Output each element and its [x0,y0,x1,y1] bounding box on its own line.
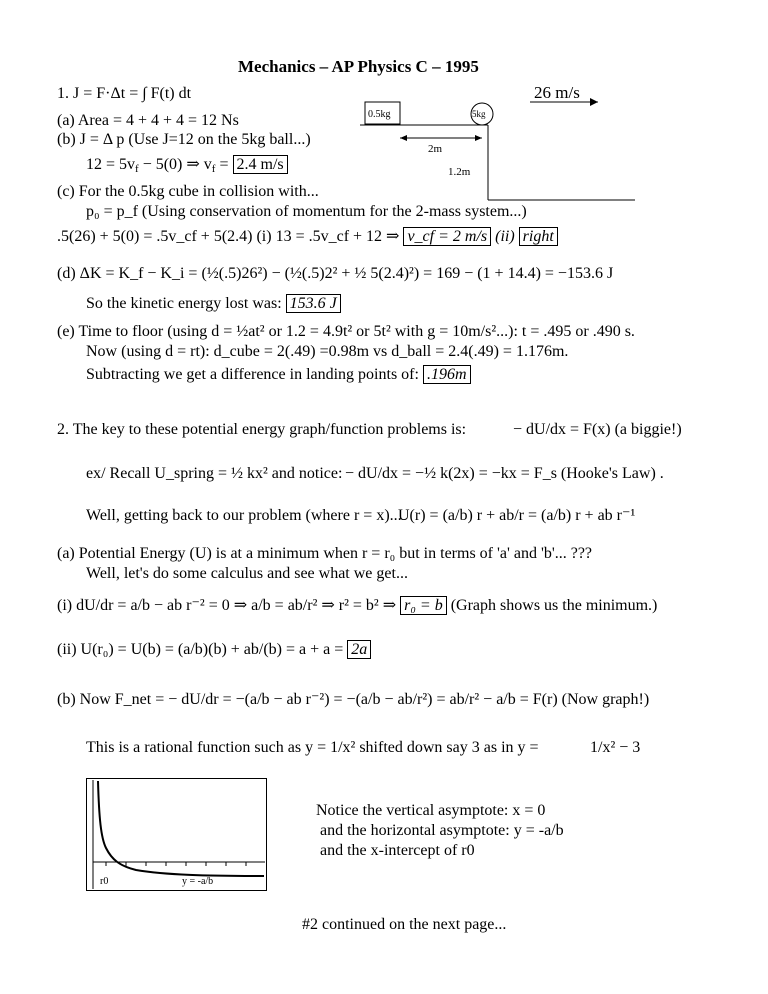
ai-text: (i) dU/dr = a/b − ab r⁻² = 0 ⇒ a/b = ab/r² ⇒ r² = b² ⇒ [57,597,397,614]
p1-part-d-2 [86,296,341,312]
height-label: 1.2m [448,166,471,178]
p2-example-text: ex/ Recall U_spring = ½ kx² and notice: [86,465,343,482]
p1-part-b: (b) J = Δ p (Use J=12 on the 5kg ball...) [57,131,311,148]
graph-r0-label: r0 [100,876,109,887]
p1-part-e-3 [86,367,471,383]
dist-arrow-right [475,135,482,141]
p1-velocity-calc: $12 = 5v_f - 5(0)$ ⇒ $v_f = 2.4$ m/s [86,157,288,175]
p1-part-e-1: (e) Time to floor (using d = ½at² or 1.2 = 4.9t² or 5t² with g = 10m/s²...): t = .495 or .490 s. [57,323,635,340]
p2-part-a-i [57,598,657,614]
p2-potential-function: U(r) = (a/b) r + ab/r = (a/b) r + ab r⁻¹ [398,507,636,524]
velocity-answer-box: 2.4 m/s [233,155,288,174]
e3-text: Subtracting we get a difference in landing points of: [86,366,419,383]
p1-part-c-3 [57,229,558,245]
ai-note: (Graph shows us the minimum.) [450,597,658,614]
u-min-answer-box: 2a [347,640,371,659]
p1-part-e-2: Now (using d = rt): d_cube = 2(.49) =0.98m vs d_ball = 2.4(.49) = 1.176m. [86,343,569,360]
r0-answer-box: r₀ = b [400,596,447,615]
calc-eq: = [215,156,233,173]
p2-rational-equation: 1/x² − 3 [590,739,641,756]
p2-example-equation: − dU/dx = −½ k(2x) = −kx = F_s (Hooke's Law) . [345,465,664,482]
d2-text: So the kinetic energy lost was: [86,295,282,312]
speed-label: 26 m/s [534,83,580,102]
dist-arrow-left [400,135,407,141]
p2-key-text: 2. The key to these potential energy graph/function problems is: [57,421,467,438]
p2-back-text: Well, getting back to our problem (where r = x)... [86,507,402,524]
m1-label: 0.5kg [368,109,391,120]
direction-answer-box: right [519,227,558,246]
p1-part-a: (a) Area = 4 + 4 + 4 = 12 Ns [57,112,239,129]
notice-line-2: and the horizontal asymptote: y = -a/b [320,822,564,839]
c3-text: .5(26) + 5(0) = .5v_cf + 5(2.4) (i) 13 = .5v_cf + 12 ⇒ [57,228,400,245]
continued-note: #2 continued on the next page... [302,916,507,933]
p1-heading: 1. J = F·Δt = ∫ F(t) dt [57,85,192,102]
graph-asymptote-label: y = -a/b [182,876,214,887]
force-graph [86,778,268,892]
arrow-head [590,98,598,106]
p2-key-equation: − dU/dx = F(x) (a biggie!) [513,421,682,438]
p1-part-c-1: (c) For the 0.5kg cube in collision with... [57,183,319,200]
vcf-answer-box: v_cf = 2 m/s [403,227,491,246]
landing-difference-box: .196m [423,365,471,384]
p2-part-a-ii [57,642,371,658]
distance-label: 2m [428,143,443,155]
p1-part-c-2: p₀ = p_f (Using conservation of momentum for the 2-mass system...) [86,203,527,220]
notice-line-3: and the x-intercept of r0 [320,842,475,859]
p2-part-a-2: Well, let's do some calculus and see what we get... [86,565,408,582]
m2-label: 5kg [472,109,486,119]
calc-pre: 12 = 5v [86,156,136,173]
aii-text: (ii) U(r₀) = U(b) = (a/b)(b) + ab/(b) = a + a = [57,641,344,658]
calc-mid: − 5(0) ⇒ v [138,156,212,173]
p2-part-a-1: (a) Potential Energy (U) is at a minimum when r = r₀ but in terms of 'a' and 'b'... ??? [57,545,593,562]
page-title: Mechanics – AP Physics C – 1995 [238,57,479,76]
p1-part-d-1: (d) ΔK = K_f − K_i = (½(.5)26²) − (½(.5)2² + ½ 5(2.4)²) = 169 − (1 + 14.4) = −153.6 J [57,265,614,282]
c3-ii: (ii) [495,228,515,245]
ke-lost-box: 153.6 J [286,294,341,313]
notice-line-1: Notice the vertical asymptote: x = 0 [316,802,546,819]
p2-part-b: (b) Now F_net = − dU/dr = −(a/b − ab r⁻²) = −(a/b − ab/r²) = ab/r² − a/b = F(r) (Now graph!) [57,691,650,708]
p2-rational-text: This is a rational function such as y = 1/x² shifted down say 3 as in y = [86,739,539,756]
